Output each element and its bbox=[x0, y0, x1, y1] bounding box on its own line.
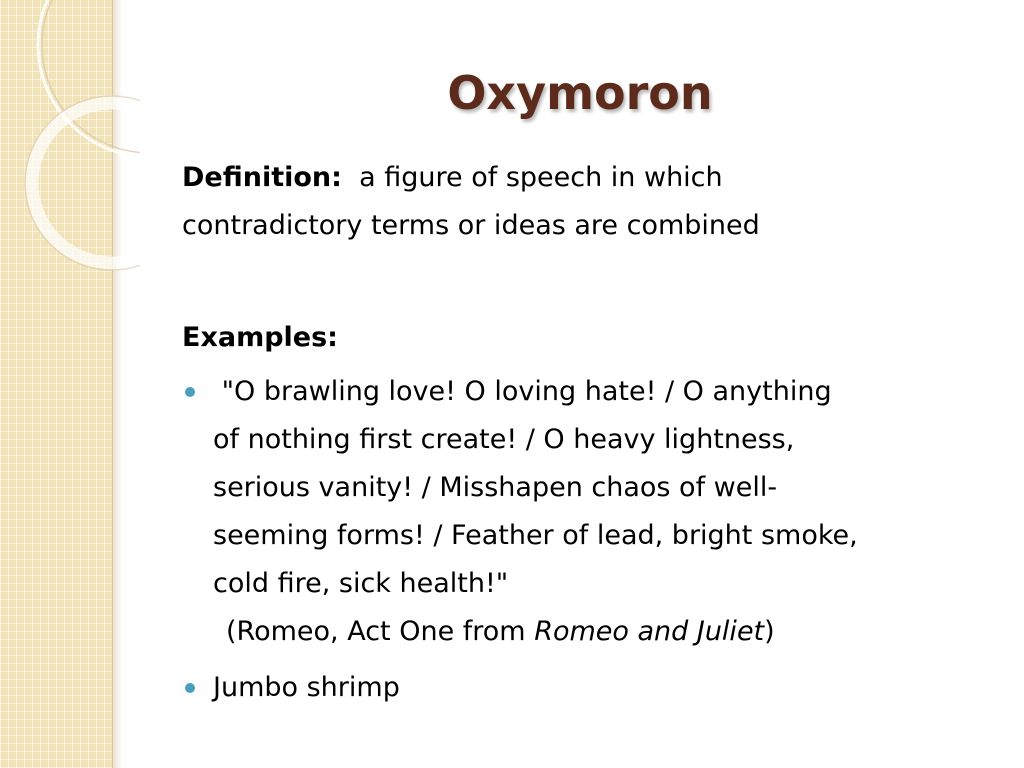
bullet-icon bbox=[185, 387, 195, 397]
list-item-quote bbox=[182, 368, 1002, 656]
spacer bbox=[182, 250, 1002, 314]
list-item-jumbo-shrimp bbox=[182, 664, 1002, 712]
decorative-ring-small bbox=[32, 103, 140, 263]
quote-line-5: cold fire, sick health!" bbox=[213, 568, 509, 599]
quote-line-3: serious vanity! / Misshapen chaos of well- bbox=[213, 472, 778, 503]
spacer bbox=[182, 656, 1002, 664]
quote-citation bbox=[213, 608, 1002, 656]
bullet-icon bbox=[185, 683, 195, 693]
slide-content bbox=[182, 154, 1002, 712]
definition-label: Definition: bbox=[182, 162, 342, 193]
quote-line-4: seeming forms! / Feather of lead, bright smoke, bbox=[213, 520, 858, 551]
examples-heading: Examples: bbox=[182, 322, 338, 353]
citation-title: Romeo and Juliet bbox=[534, 616, 765, 647]
slide-title: Oxymoron bbox=[447, 66, 713, 120]
decorative-ring-small-outline bbox=[25, 96, 140, 270]
definition-text-line2: contradictory terms or ideas are combined bbox=[182, 210, 760, 241]
citation-suffix: ) bbox=[764, 616, 775, 647]
quote-line-2: of nothing first create! / O heavy lightness, bbox=[213, 424, 795, 455]
definition-text-line1: a figure of speech in which bbox=[359, 162, 723, 193]
citation-prefix: (Romeo, Act One from bbox=[226, 616, 535, 647]
quote-line-1: "O brawling love! O loving hate! / O anything bbox=[213, 376, 832, 407]
decorative-rings bbox=[0, 0, 140, 300]
definition-paragraph bbox=[182, 154, 1002, 250]
example-jumbo-shrimp: Jumbo shrimp bbox=[213, 672, 400, 703]
